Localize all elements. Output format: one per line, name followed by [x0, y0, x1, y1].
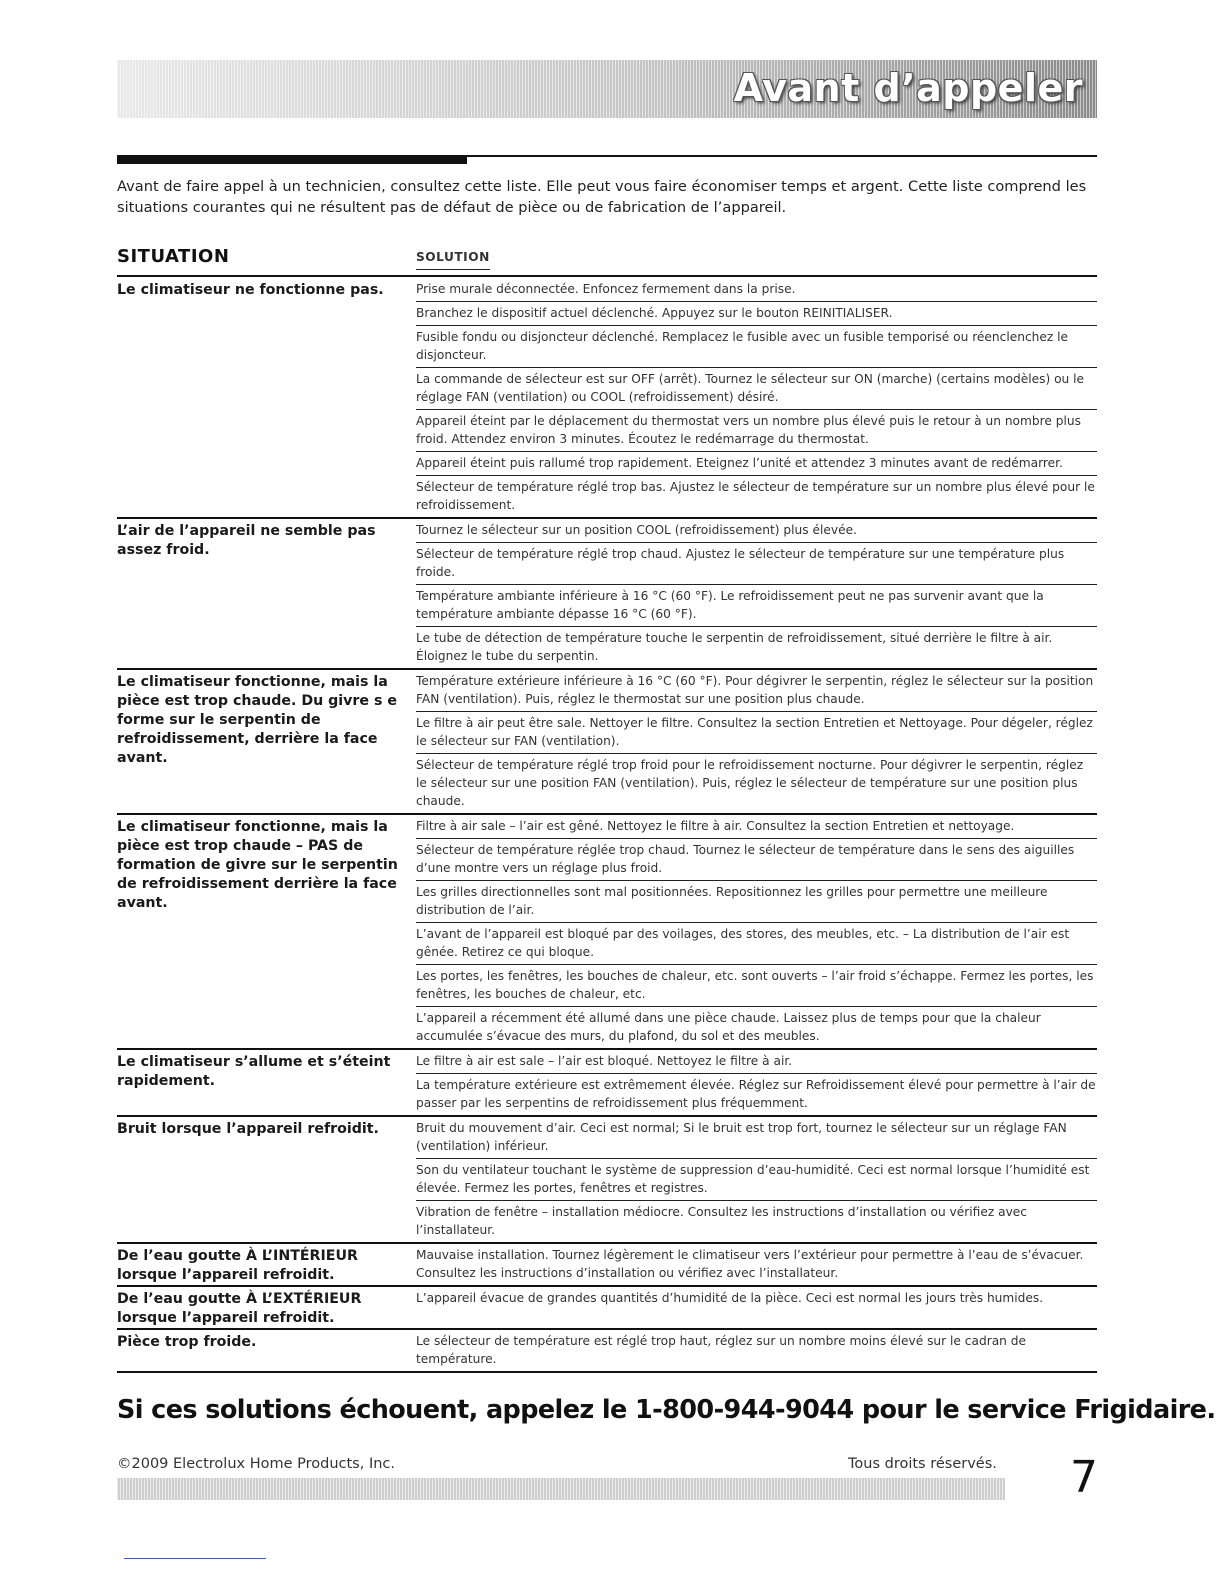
table-row	[117, 1117, 1097, 1244]
solution-item: L’avant de l’appareil est bloqué par des voilages, des stores, des meubles, etc. – La distribution de l’air est gênée. Retirez ce qui bloque.	[416, 923, 1097, 965]
solution-list	[416, 1117, 1097, 1242]
solution-item: Bruit du mouvement d’air. Ceci est normal; Si le bruit est trop fort, tournez le sélecteur sur un réglage FAN (ventilation) inférieur.	[416, 1117, 1097, 1159]
solution-item: Fusible fondu ou disjoncteur déclenché. Remplacez le fusible avec un fusible temporisé ou réenclenchez le disjoncteur.	[416, 326, 1097, 368]
solution-item: Branchez le dispositif actuel déclenché. Appuyez sur le bouton REINITIALISER.	[416, 302, 1097, 326]
situation-cell: Pièce trop froide.	[117, 1334, 257, 1350]
solution-item: Sélecteur de température réglé trop chaud. Ajustez le sélecteur de température sur une température plus froide.	[416, 543, 1097, 585]
page-number: 7	[1070, 1452, 1098, 1503]
solution-item: Température ambiante inférieure à 16 °C (60 °F). Le refroidissement peut ne pas survenir avant que la température ambiante dépasse 16 °C (60 °F).	[416, 585, 1097, 627]
solution-item: La commande de sélecteur est sur OFF (arrêt). Tournez le sélecteur sur ON (marche) (certains modèles) ou le réglage FAN (ventilation) ou COOL (refroidissement) désiré.	[416, 368, 1097, 410]
solution-item: Les grilles directionnelles sont mal positionnées. Repositionnez les grilles pour permettre une meilleure distribution de l’air.	[416, 881, 1097, 923]
situation-column-header: SITUATION	[117, 246, 230, 267]
copyright-text: ©2009 Electrolux Home Products, Inc.	[117, 1456, 396, 1472]
intro-paragraph: Avant de faire appel à un technicien, consultez cette liste. Elle peut vous faire économiser temps et argent. Cette liste comprend les situations courantes qui ne résultent pas de défaut de pièce ou de fabrication de l’appareil.	[117, 178, 1087, 216]
situation-cell: Le climatiseur fonctionne, mais la pièce est trop chaude – PAS de formation de givre sur le serpentin de refroidissement derrière la face avant.	[117, 819, 398, 911]
solution-list	[416, 278, 1097, 517]
scan-mark	[124, 1558, 266, 1559]
solution-item: Le tube de détection de température touche le serpentin de refroidissement, situé derrière le filtre à air. Éloignez le tube du serpentin.	[416, 631, 1053, 663]
solution-list	[416, 1330, 1097, 1371]
solution-item: Tournez le sélecteur sur un position COOL (refroidissement) plus élevée.	[416, 519, 1097, 543]
solution-list	[416, 1287, 1097, 1328]
solution-item: Appareil éteint puis rallumé trop rapidement. Eteignez l’unité et attendez 3 minutes avant de redémarrer.	[416, 452, 1097, 476]
table-row	[117, 1330, 1097, 1373]
footer-bar	[117, 1478, 1005, 1500]
solution-item: Mauvaise installation. Tournez légèrement le climatiseur vers l’extérieur pour permettre à l’eau de s’évacuer. Consultez les instructions d’installation ou vérifiez avec l’installateur.	[416, 1248, 1084, 1280]
solution-item: Le filtre à air est sale – l’air est bloqué. Nettoyez le filtre à air.	[416, 1050, 1097, 1074]
table-row	[117, 1050, 1097, 1117]
solution-item: L’appareil a récemment été allumé dans une pièce chaude. Laissez plus de temps pour que la chaleur accumulée s’évacue des murs, du plafond, du sol et des meubles.	[416, 1011, 1041, 1043]
page-title: Avant d’appeler	[733, 66, 1083, 110]
solution-list	[416, 815, 1097, 1048]
solution-list	[416, 519, 1097, 668]
situation-cell: Le climatiseur ne fonctionne pas.	[117, 282, 384, 298]
table-row	[117, 670, 1097, 815]
rights-text: Tous droits réservés.	[848, 1456, 997, 1472]
solution-column-header: SOLUTION	[416, 246, 490, 270]
solution-item: Prise murale déconnectée. Enfoncez fermement dans la prise.	[416, 278, 1097, 302]
solution-list	[416, 670, 1097, 813]
table-row	[117, 519, 1097, 670]
solution-item: Son du ventilateur touchant le système de suppression d’eau-humidité. Ceci est normal lorsque l’humidité est élevée. Fermez les portes, fenêtres et registres.	[416, 1159, 1097, 1201]
solution-item: Sélecteur de température réglée trop chaud. Tournez le sélecteur de température dans le sens des aiguilles d’une montre vers un réglage plus froid.	[416, 839, 1097, 881]
table-row	[117, 278, 1097, 519]
solution-item: Sélecteur de température réglé trop froid pour le refroidissement nocturne. Pour dégivrer le serpentin, réglez le sélecteur sur une position FAN (ventilation). Puis, réglez le sélecteur de température sur une position plus chaude.	[416, 758, 1084, 808]
solution-item: Le sélecteur de température est réglé trop haut, réglez sur un nombre moins élevé sur le cadran de température.	[416, 1334, 1027, 1366]
solution-list	[416, 1050, 1097, 1115]
troubleshooting-table	[117, 278, 1097, 1373]
situation-cell: De l’eau goutte À L’EXTÉRIEUR lorsque l’appareil refroidit.	[117, 1291, 362, 1326]
solution-item: Les portes, les fenêtres, les bouches de chaleur, etc. sont ouverts – l’air froid s’échappe. Fermez les portes, les fenêtres, les bouches de chaleur, etc.	[416, 965, 1097, 1007]
situation-cell: De l’eau goutte À L’INTÉRIEUR lorsque l’appareil refroidit.	[117, 1248, 358, 1283]
solution-item: Vibration de fenêtre – installation médiocre. Consultez les instructions d’installation ou vérifiez avec l’installateur.	[416, 1205, 1027, 1237]
solution-item: Le filtre à air peut être sale. Nettoyer le filtre. Consultez la section Entretien et Nettoyage. Pour dégeler, réglez le sélecteur sur FAN (ventilation).	[416, 712, 1097, 754]
situation-cell: Bruit lorsque l’appareil refroidit.	[117, 1121, 379, 1137]
situation-cell: Le climatiseur s’allume et s’éteint rapidement.	[117, 1054, 391, 1089]
service-call-banner: Si ces solutions échouent, appelez le 1-800-944-9044 pour le service Frigidaire.	[117, 1395, 1216, 1425]
solution-item: L’appareil évacue de grandes quantités d’humidité de la pièce. Ceci est normal les jours très humides.	[416, 1291, 1044, 1305]
header-rule-accent	[117, 155, 467, 164]
table-row	[117, 1244, 1097, 1287]
table-row	[117, 1287, 1097, 1330]
solution-list	[416, 1244, 1097, 1285]
situation-cell: Le climatiseur fonctionne, mais la pièce est trop chaude. Du givre s e forme sur le serpentin de refroidissement, derrière la face avant.	[117, 674, 397, 766]
header-banner	[117, 60, 1097, 118]
solution-item: La température extérieure est extrêmement élevée. Réglez sur Refroidissement élevé pour permettre à l’air de passer par les serpentins de refroidissement plus fréquemment.	[416, 1078, 1096, 1110]
situation-cell: L’air de l’appareil ne semble pas assez froid.	[117, 523, 376, 558]
column-header-rule	[117, 275, 1097, 277]
solution-item: Sélecteur de température réglé trop bas. Ajustez le sélecteur de température sur un nombre plus élevé pour le refroidissement.	[416, 480, 1095, 512]
table-row	[117, 815, 1097, 1050]
solution-item: Température extérieure inférieure à 16 °C (60 °F). Pour dégivrer le serpentin, réglez le sélecteur sur la position FAN (ventilation). Puis, réglez le thermostat sur une position plus chaude.	[416, 670, 1097, 712]
solution-item: Appareil éteint par le déplacement du thermostat vers un nombre plus élevé puis le retour à un nombre plus froid. Attendez environ 3 minutes. Écoutez le redémarrage du thermostat.	[416, 410, 1097, 452]
solution-item: Filtre à air sale – l’air est gêné. Nettoyez le filtre à air. Consultez la section Entretien et nettoyage.	[416, 815, 1097, 839]
